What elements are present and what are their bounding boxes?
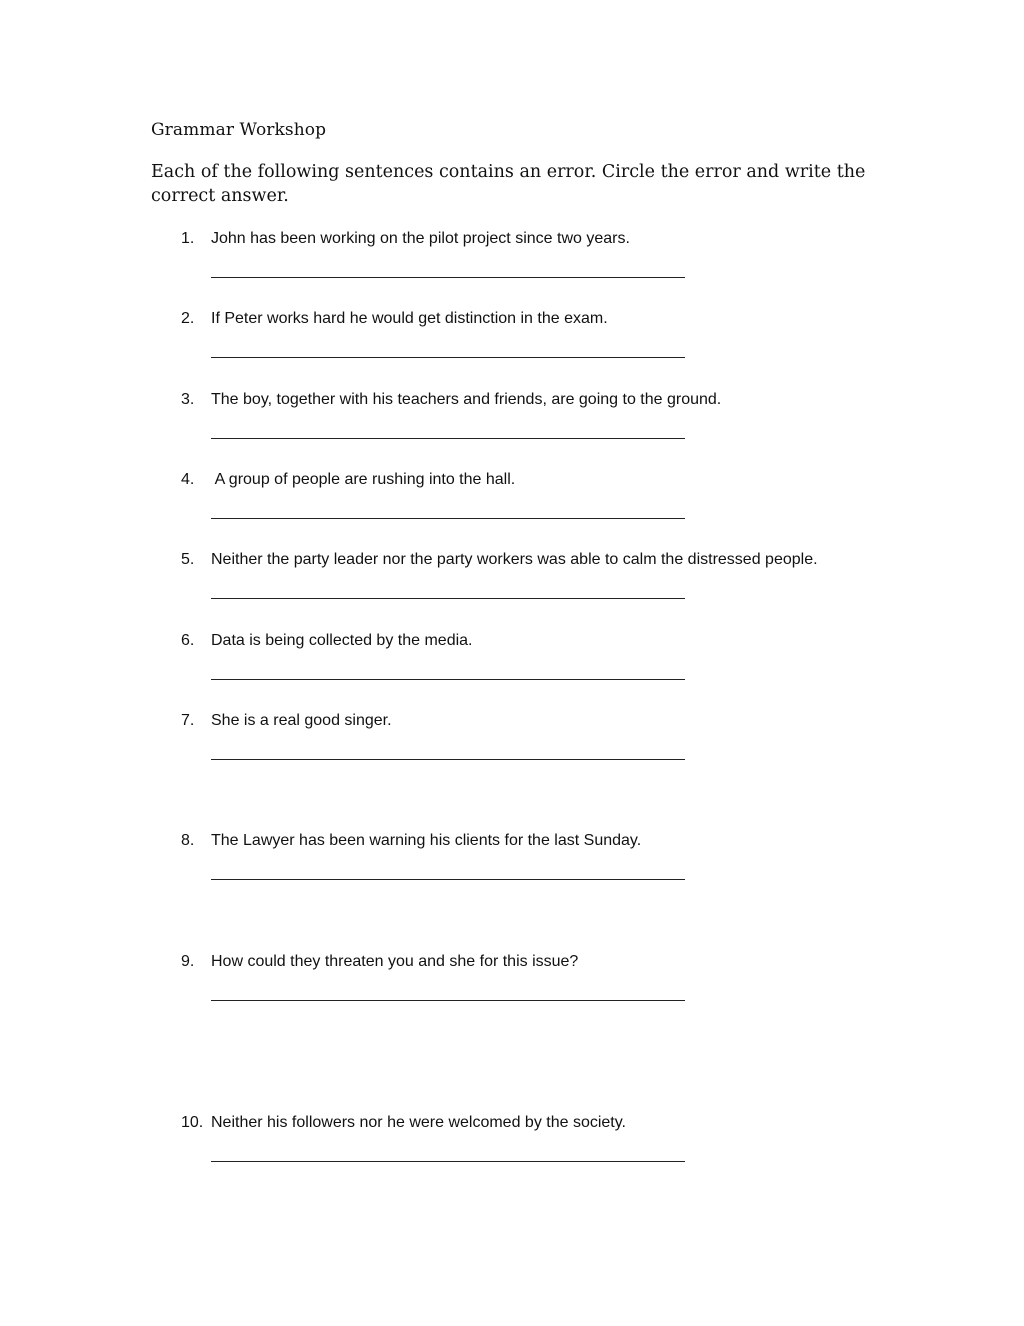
- question-item: [0, 310, 1024, 370]
- answer-line[interactable]: [211, 1161, 685, 1162]
- question-text: If Peter works hard he would get distinction in the exam.: [211, 310, 608, 327]
- question-number: 7.: [181, 712, 195, 729]
- question-text: Neither his followers nor he were welcomed by the society.: [211, 1114, 626, 1131]
- page-title: Grammar Workshop: [151, 120, 327, 140]
- answer-line[interactable]: [211, 598, 685, 599]
- question-item: [0, 832, 1024, 892]
- answer-line[interactable]: [211, 438, 685, 439]
- question-item: [0, 391, 1024, 451]
- answer-line[interactable]: [211, 518, 685, 519]
- question-number: 2.: [181, 310, 195, 327]
- question-number: 4.: [181, 471, 195, 488]
- answer-line[interactable]: [211, 679, 685, 680]
- question-text: How could they threaten you and she for this issue?: [211, 953, 579, 970]
- question-number: 10.: [181, 1114, 204, 1131]
- question-item: [0, 632, 1024, 692]
- instructions-text: Each of the following sentences contains an error. Circle the error and write the correct answer.: [151, 162, 866, 206]
- question-item: [0, 1114, 1024, 1174]
- question-text: The Lawyer has been warning his clients for the last Sunday.: [211, 832, 642, 849]
- answer-line[interactable]: [211, 879, 685, 880]
- question-item: [0, 230, 1024, 290]
- question-item: [0, 551, 1024, 611]
- question-number: 1.: [181, 230, 195, 247]
- answer-line[interactable]: [211, 277, 685, 278]
- question-number: 9.: [181, 953, 195, 970]
- question-text: Data is being collected by the media.: [211, 632, 473, 649]
- answer-line[interactable]: [211, 759, 685, 760]
- question-text: The boy, together with his teachers and friends, are going to the ground.: [211, 391, 722, 408]
- question-item: [0, 471, 1024, 531]
- question-text: A group of people are rushing into the hall.: [211, 471, 516, 488]
- question-number: 6.: [181, 632, 195, 649]
- answer-line[interactable]: [211, 357, 685, 358]
- answer-line[interactable]: [211, 1000, 685, 1001]
- question-number: 8.: [181, 832, 195, 849]
- question-text: John has been working on the pilot project since two years.: [211, 230, 630, 247]
- question-number: 3.: [181, 391, 195, 408]
- question-text: Neither the party leader nor the party workers was able to calm the distressed people.: [211, 551, 818, 568]
- question-item: [0, 712, 1024, 772]
- question-item: [0, 953, 1024, 1013]
- question-text: She is a real good singer.: [211, 712, 392, 729]
- question-number: 5.: [181, 551, 195, 568]
